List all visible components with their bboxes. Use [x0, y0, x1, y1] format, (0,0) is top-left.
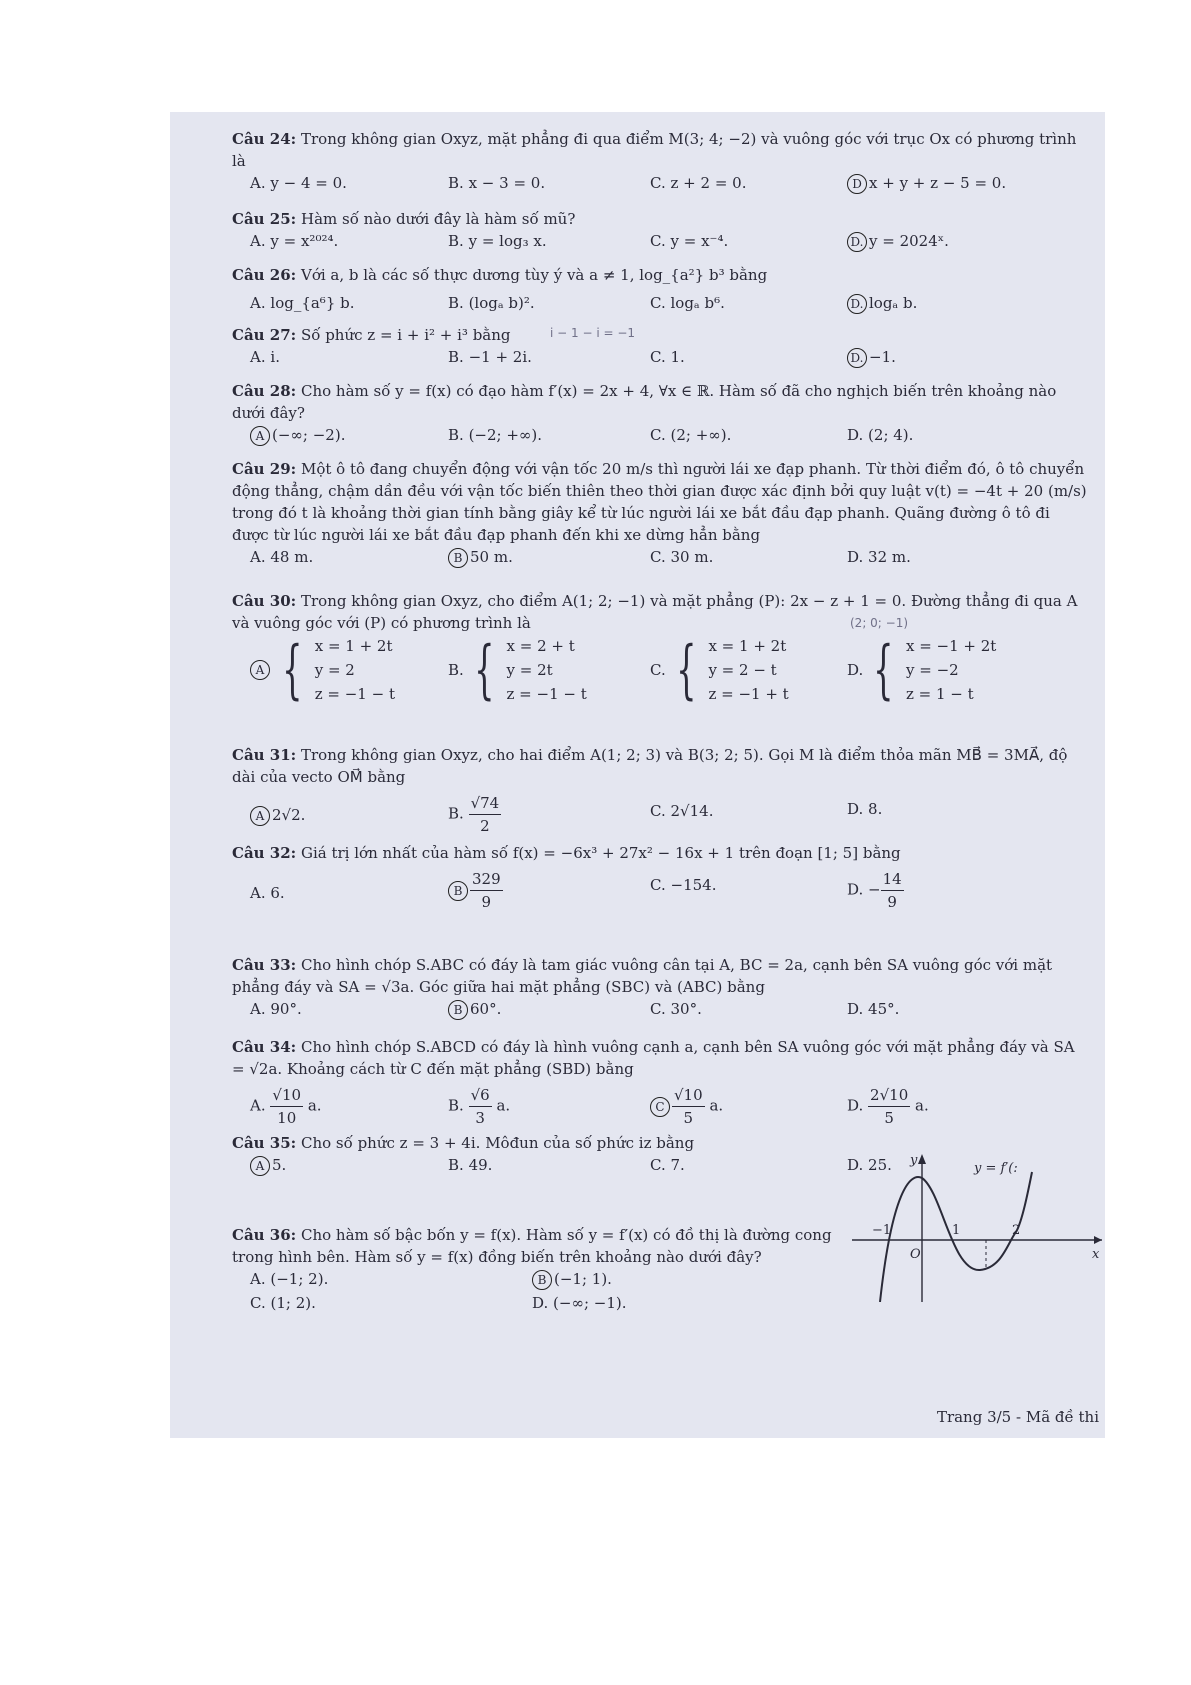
- handwritten-note: i − 1 − i = −1: [550, 326, 636, 340]
- question-26: Câu 26: Với a, b là các số thực dương tùy ý và a ≠ 1, log_{a²} b³ bằng A. log_{a⁶} b. B. (logₐ b)². C. logₐ b⁶. D. logₐ b.: [232, 266, 918, 312]
- option-d: D. 25.: [847, 1156, 892, 1174]
- option-c: C. y = x⁻⁴.: [650, 232, 729, 250]
- option-d: D. (2; 4).: [847, 426, 914, 444]
- answer-circle: A: [250, 426, 270, 446]
- option-c: C. z + 2 = 0.: [650, 174, 747, 192]
- option-d: D. 8.: [847, 800, 883, 818]
- option-c: C. 1.: [650, 348, 685, 366]
- option-a: A. i.: [250, 348, 280, 366]
- question-35: Câu 35: Cho số phức z = 3 + 4i. Môđun của số phức iz bằng A 5. B. 49. C. 7. D. 25.: [232, 1134, 892, 1174]
- option-c: C. { x = 1 + 2t y = 2 − t z = −1 + t: [650, 633, 789, 707]
- answer-circle: B: [532, 1270, 552, 1290]
- option-a: A. 6.: [250, 884, 285, 902]
- option-a: A. (−1; 2).: [250, 1270, 329, 1288]
- option-d: D. logₐ b.: [847, 292, 917, 314]
- option-a: A { x = 1 + 2t y = 2 z = −1 − t: [250, 634, 395, 706]
- option-b: B. y = log₃ x.: [448, 232, 547, 250]
- answer-circle: A: [250, 806, 270, 826]
- option-c: C. 30 m.: [650, 548, 714, 566]
- option-b: B 60°.: [448, 998, 501, 1020]
- option-b: B. (−2; +∞).: [448, 426, 543, 444]
- x-axis-label: x: [1092, 1247, 1100, 1262]
- option-a: A. $\frac{√10}{10}$ a.: [250, 1086, 322, 1127]
- option-c: C. (2; +∞).: [650, 426, 732, 444]
- option-b: B. $\frac{√6}{3}$ a.: [448, 1086, 511, 1127]
- option-d: D. y = 2024ˣ.: [847, 230, 949, 252]
- option-d: D. 45°.: [847, 1000, 900, 1018]
- option-c: C. 2√14.: [650, 802, 714, 820]
- option-b: B $\frac{329}{9}$: [448, 868, 503, 913]
- option-a: A. y − 4 = 0.: [250, 174, 347, 192]
- option-d: D x + y + z − 5 = 0.: [847, 172, 1006, 194]
- question-stem: Trong không gian Oxyz, mặt phẳng đi qua điểm M(3; 4; −2) và vuông góc với trục Ox có phương trình là: [232, 130, 1077, 170]
- question-32: Câu 32: Giá trị lớn nhất của hàm số f(x) = −6x³ + 27x² − 16x + 1 trên đoạn [1; 5] bằng A. 6. B $\frac{329}{9}$ C. −154. D. − $\frac{14}{9}$: [232, 844, 902, 911]
- exam-page: [170, 112, 1105, 1438]
- answer-circle: D.: [847, 232, 867, 252]
- y-axis-label: y: [910, 1153, 918, 1168]
- answer-circle: B: [448, 881, 468, 901]
- option-b: B. (logₐ b)².: [448, 294, 535, 312]
- handwritten-note: (2; 0; −1): [850, 616, 909, 630]
- option-a: A. 90°.: [250, 1000, 302, 1018]
- option-d: D. 32 m.: [847, 548, 911, 566]
- option-d: D. (−∞; −1).: [532, 1294, 627, 1312]
- option-a: A. y = x²⁰²⁴.: [250, 232, 339, 250]
- question-24: [232, 128, 1087, 196]
- question-25: Câu 25: Hàm số nào dưới đây là hàm số mũ? A. y = x²⁰²⁴. B. y = log₃ x. C. y = x⁻⁴. D. y = 2024ˣ.: [232, 210, 949, 250]
- option-c: C $\frac{√10}{5}$ a.: [650, 1084, 723, 1129]
- option-b: B. { x = 2 + t y = 2t z = −1 − t: [448, 633, 587, 707]
- option-b: B. $\frac{√74}{2}$: [448, 794, 500, 835]
- y-axis-arrow: [918, 1154, 926, 1164]
- option-c: C. 7.: [650, 1156, 685, 1174]
- option-b: B. 49.: [448, 1156, 493, 1174]
- option-c: C. −154.: [650, 876, 717, 894]
- question-29: Câu 29: Một ô tô đang chuyển động với vận tốc 20 m/s thì người lái xe đạp phanh. Từ thời điểm đó, ô tô chuyển động thẳng, chậm dần đều với vận tốc biến thiên theo thời gian được xác định bởi quy luật v(t) = −4t + 20 (m/s) trong đó t là khoảng thời gian tính bằng giây kể từ lúc người lái xe bắt đầu đạp phanh. Quãng đường ô tô đi được từ lúc người lái xe bắt đầu đạp phanh đến khi xe dừng hẳn bằng A. 48 m. B 50 m. C. 30 m. D. 32 m.: [232, 460, 1087, 566]
- derivative-graph: [852, 1152, 1102, 1302]
- question-30: Câu 30: Trong không gian Oxyz, cho điểm A(1; 2; −1) và mặt phẳng (P): 2x − z + 1 = 0. Đường thẳng đi qua A và vuông góc với (P) có phương trình là A { x = 1 + 2t y = 2 z = −1 − t B. { x = 2 + t y = 2t z = −1 − t C. { x = 1 + 2t y = 2 − t z = −1 + t D. { x = −1 + 2t y = −2 z = 1 − t: [232, 592, 1078, 707]
- answer-circle: B: [448, 548, 468, 568]
- option-d: D. − $\frac{14}{9}$: [847, 870, 902, 911]
- option-b: B 50 m.: [448, 546, 513, 568]
- option-a: A. 48 m.: [250, 548, 314, 566]
- tick-label: 2: [1012, 1223, 1021, 1238]
- x-axis-arrow: [1094, 1236, 1102, 1244]
- question-27: Câu 27: Số phức z = i + i² + i³ bằng A. i. B. −1 + 2i. C. 1. D. −1.: [232, 326, 896, 366]
- answer-circle: A: [250, 660, 270, 680]
- option-c: C. (1; 2).: [250, 1294, 316, 1312]
- option-a: A (−∞; −2).: [250, 424, 345, 446]
- origin-label: O: [910, 1247, 921, 1262]
- question-31: Câu 31: Trong không gian Oxyz, cho hai điểm A(1; 2; 3) và B(3; 2; 5). Gọi M là điểm thỏa mãn MB⃗ = 3MA⃗, độ dài của vecto OM⃗ bằng A 2√2. B. $\frac{√74}{2}$ C. 2√14. D. 8.: [232, 746, 1068, 835]
- answer-circle: D.: [847, 348, 867, 368]
- option-b: B (−1; 1).: [532, 1268, 612, 1290]
- question-33: Câu 33: Cho hình chóp S.ABC có đáy là tam giác vuông cân tại A, BC = 2a, cạnh bên SA vuông góc với mặt phẳng đáy và SA = √3a. Góc giữa hai mặt phẳng (SBC) và (ABC) bằng A. 90°. B 60°. C. 30°. D. 45°.: [232, 956, 1053, 1018]
- option-c: C. logₐ b⁶.: [650, 294, 725, 312]
- answer-circle: D: [847, 174, 867, 194]
- answer-circle: C: [650, 1097, 670, 1117]
- option-a: A. log_{a⁶} b.: [250, 294, 355, 312]
- curve-label: y = f′(:: [974, 1161, 1018, 1176]
- tick-label: 1: [952, 1223, 961, 1238]
- question-36: Câu 36: Cho hàm số bậc bốn y = f(x). Hàm số y = f′(x) có đồ thị là đường cong trong hình bên. Hàm số y = f(x) đồng biến trên khoảng nào dưới đây? A. (−1; 2). B (−1; 1). C. (1; 2). D. (−∞; −1).: [232, 1226, 832, 1312]
- question-28: Câu 28: Cho hàm số y = f(x) có đạo hàm f′(x) = 2x + 4, ∀x ∈ ℝ. Hàm số đã cho nghịch biến trên khoảng nào dưới đây? A (−∞; −2). B. (−2; +∞). C. (2; +∞). D. (2; 4).: [232, 382, 1057, 444]
- option-a: A 5.: [250, 1154, 286, 1176]
- answer-circle: D.: [847, 294, 867, 314]
- option-b: B. x − 3 = 0.: [448, 174, 546, 192]
- page-footer: Trang 3/5 - Mã đề thi: [936, 1408, 1099, 1426]
- option-d: D. $\frac{2√10}{5}$ a.: [847, 1086, 929, 1127]
- option-a: A 2√2.: [250, 804, 305, 826]
- answer-circle: B: [448, 1000, 468, 1020]
- option-d: D. −1.: [847, 346, 896, 368]
- question-34: Câu 34: Cho hình chóp S.ABCD có đáy là hình vuông cạnh a, cạnh bên SA vuông góc với mặt phẳng đáy và SA = √2a. Khoảng cách từ C đến mặt phẳng (SBD) bằng A. $\frac{√10}{10}$ a. B. $\frac{√6}{3}$ a. C $\frac{√10}{5}$ a. D. $\frac{2√10}{5}$ a.: [232, 1038, 1075, 1127]
- option-d: D. { x = −1 + 2t y = −2 z = 1 − t: [847, 633, 997, 707]
- tick-label: −1: [872, 1223, 892, 1238]
- option-b: B. −1 + 2i.: [448, 348, 532, 366]
- question-label: Câu 24:: [232, 130, 297, 148]
- answer-circle: A: [250, 1156, 270, 1176]
- option-c: C. 30°.: [650, 1000, 702, 1018]
